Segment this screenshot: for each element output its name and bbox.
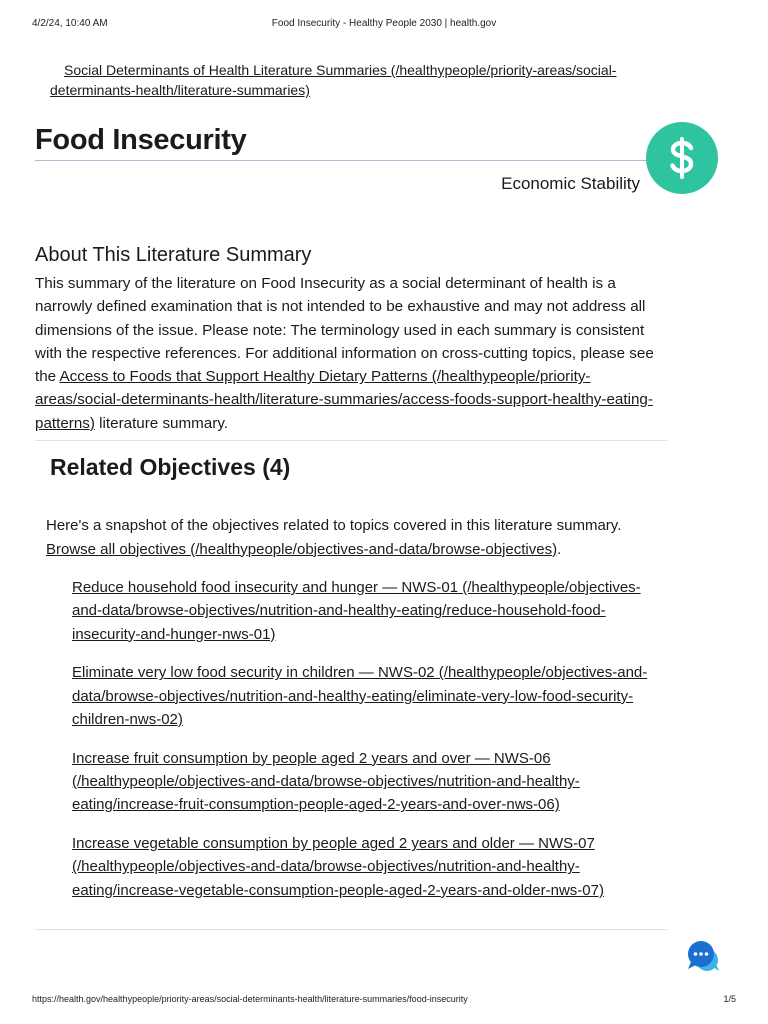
about-paragraph bbox=[35, 272, 675, 435]
objective-link-nws-07[interactable]: Increase vegetable consumption by people aged 2 years and older — NWS-07 (/healthypeople/objectives-and-data/browse-objectives/nutrition-and-healthy-eating/increase-vegetable-consumption-people-aged-2-years-and-older-nws-07) bbox=[72, 835, 604, 899]
breadcrumb-link-literature-summaries[interactable]: Social Determinants of Health Literature Summaries (/healthypeople/priority-areas/social-determinants-health/literature-summaries) bbox=[50, 62, 617, 98]
about-heading: About This Literature Summary bbox=[35, 244, 312, 266]
objective-item bbox=[72, 576, 652, 646]
print-footer bbox=[32, 994, 736, 1008]
objective-item bbox=[72, 832, 652, 902]
access-to-foods-link[interactable]: Access to Foods that Support Healthy Dietary Patterns (/healthypeople/priority-areas/social-determinants-health/literature-summaries/access-foods-support-healthy-eating-patterns) bbox=[35, 368, 653, 432]
print-datetime: 4/2/24, 10:40 AM bbox=[32, 18, 108, 29]
domain-label: Economic Stability bbox=[501, 174, 640, 193]
print-url: https://health.gov/healthypeople/priority-areas/social-determinants-health/literature-summaries/food-insecurity bbox=[32, 994, 468, 1004]
page-indicator: 1/5 bbox=[723, 994, 736, 1004]
breadcrumb bbox=[50, 60, 670, 100]
title-divider bbox=[35, 160, 647, 161]
related-intro-text: Here's a snapshot of the objectives related to topics covered in this literature summary. bbox=[46, 517, 622, 534]
chat-button[interactable] bbox=[686, 940, 722, 974]
print-header bbox=[32, 18, 736, 32]
objective-link-nws-01[interactable]: Reduce household food insecurity and hunger — NWS-01 (/healthypeople/objectives-and-data/browse-objectives/nutrition-and-healthy-eating/reduce-household-food-insecurity-and-hunger-nws-01) bbox=[72, 579, 641, 643]
economic-stability-badge bbox=[646, 122, 718, 194]
section-divider-top bbox=[35, 440, 667, 441]
chat-bubbles-icon bbox=[686, 940, 722, 974]
section-divider-bottom bbox=[35, 929, 667, 930]
browse-link-suffix: . bbox=[557, 540, 562, 558]
print-document-title: Food Insecurity - Healthy People 2030 | health.gov bbox=[271, 18, 497, 29]
about-text-before-link: This summary of the literature on Food Insecurity as a social determinant of health is a narrowly defined examination that is not intended to be exhaustive and may not address all dimensions of the issue. Please note: The terminology used in each summary is consistent with the respective references. For additional information on cross-cutting topics, please see the bbox=[35, 275, 654, 386]
objective-link-nws-02[interactable]: Eliminate very low food security in children — NWS-02 (/healthypeople/objectives-and-data/browse-objectives/nutrition-and-healthy-eating/eliminate-very-low-food-security-children-nws-02) bbox=[72, 664, 648, 728]
objective-item bbox=[72, 747, 652, 817]
objectives-list bbox=[72, 576, 652, 918]
about-text-after-link: literature summary. bbox=[94, 414, 228, 432]
page-title: Food Insecurity bbox=[35, 124, 247, 156]
browse-all-objectives-link[interactable]: Browse all objectives (/healthypeople/objectives-and-data/browse-objectives) bbox=[46, 540, 558, 558]
objective-item bbox=[72, 661, 652, 731]
related-objectives-heading: Related Objectives (4) bbox=[50, 454, 291, 480]
related-intro bbox=[46, 514, 656, 561]
dollar-sign-icon bbox=[666, 136, 698, 180]
objective-link-nws-06[interactable]: Increase fruit consumption by people aged 2 years and over — NWS-06 (/healthypeople/objectives-and-data/browse-objectives/nutrition-and-healthy-eating/increase-fruit-consumption-people-aged-2-years-and-over-nws-06) bbox=[72, 749, 580, 814]
